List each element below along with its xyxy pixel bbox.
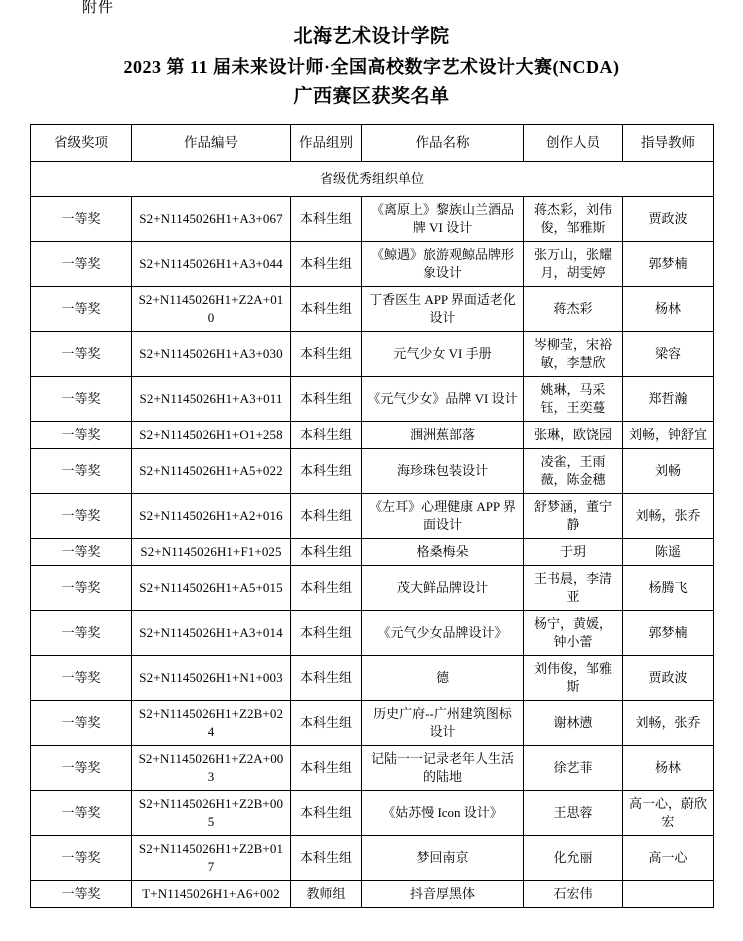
work-cell: 记陆一一记录老年人生活的陆地: [362, 746, 524, 791]
group-cell: 本科生组: [291, 197, 362, 242]
work-cell: 元气少女 VI 手册: [362, 332, 524, 377]
award-cell: 一等奖: [31, 197, 132, 242]
award-cell: 一等奖: [31, 494, 132, 539]
award-cell: 一等奖: [31, 332, 132, 377]
creators-cell: 徐艺菲: [524, 746, 623, 791]
group-cell: 本科生组: [291, 701, 362, 746]
table-row: [31, 332, 714, 377]
page-title-line-1: 北海艺术设计学院: [293, 26, 450, 47]
advisors-cell: 刘畅，张乔: [623, 494, 714, 539]
group-cell: 本科生组: [291, 287, 362, 332]
table-row: [31, 494, 714, 539]
award-cell: 一等奖: [31, 287, 132, 332]
award-list-table: [30, 124, 714, 908]
code-cell: S2+N1145026H1+A3+011: [132, 377, 291, 422]
work-cell: 格桑梅朵: [362, 539, 524, 566]
work-cell: 《左耳》心理健康 APP 界面设计: [362, 494, 524, 539]
creators-cell: 岑柳莹，宋裕敏，李慧欣: [524, 332, 623, 377]
table-row: [31, 611, 714, 656]
table-row: [31, 377, 714, 422]
award-cell: 一等奖: [31, 701, 132, 746]
column-header-advisors: 指导教师: [623, 125, 714, 162]
group-cell: 本科生组: [291, 836, 362, 881]
table-row: [31, 836, 714, 881]
code-cell: S2+N1145026H1+A5+022: [132, 449, 291, 494]
work-cell: 海珍珠包装设计: [362, 449, 524, 494]
work-cell: 历史广府--广州建筑图标设计: [362, 701, 524, 746]
advisors-cell: 郭梦楠: [623, 242, 714, 287]
group-cell: 本科生组: [291, 539, 362, 566]
table-body: [31, 162, 714, 908]
creators-cell: 张万山，张耀月，胡雯婷: [524, 242, 623, 287]
group-cell: 本科生组: [291, 449, 362, 494]
group-cell: 本科生组: [291, 746, 362, 791]
award-cell: 一等奖: [31, 422, 132, 449]
code-cell: S2+N1145026H1+Z2A+003: [132, 746, 291, 791]
creators-cell: 化允丽: [524, 836, 623, 881]
creators-cell: 蒋杰彩，刘伟俊，邹雅斯: [524, 197, 623, 242]
work-cell: 丁香医生 APP 界面适老化设计: [362, 287, 524, 332]
creators-cell: 王思蓉: [524, 791, 623, 836]
work-cell: 茂大鲜品牌设计: [362, 566, 524, 611]
work-cell: 梦回南京: [362, 836, 524, 881]
code-cell: S2+N1145026H1+A3+067: [132, 197, 291, 242]
group-cell: 本科生组: [291, 656, 362, 701]
column-header-award: 省级奖项: [31, 125, 132, 162]
advisors-cell: 郭梦楠: [623, 611, 714, 656]
page-title-line-2: 2023 第 11 届未来设计师·全国高校数字艺术设计大赛(NCDA): [123, 57, 620, 77]
table-row: [31, 287, 714, 332]
code-cell: S2+N1145026H1+Z2A+010: [132, 287, 291, 332]
table-row: [31, 449, 714, 494]
creators-cell: 杨宁，黄媛，钟小蕾: [524, 611, 623, 656]
work-cell: 《姑苏慢 Icon 设计》: [362, 791, 524, 836]
group-cell: 本科生组: [291, 791, 362, 836]
advisors-cell: 陈遥: [623, 539, 714, 566]
award-cell: 一等奖: [31, 377, 132, 422]
advisors-cell: 刘畅: [623, 449, 714, 494]
group-cell: 教师组: [291, 881, 362, 908]
group-cell: 本科生组: [291, 566, 362, 611]
award-cell: 一等奖: [31, 611, 132, 656]
work-cell: 德: [362, 656, 524, 701]
column-header-code: 作品编号: [132, 125, 291, 162]
code-cell: S2+N1145026H1+A3+030: [132, 332, 291, 377]
work-cell: 《元气少女》品牌 VI 设计: [362, 377, 524, 422]
table-row: [31, 701, 714, 746]
advisors-cell: 杨林: [623, 287, 714, 332]
advisors-cell: 贾政波: [623, 656, 714, 701]
table-header-row: [31, 125, 714, 162]
creators-cell: 王书晨，李清亚: [524, 566, 623, 611]
organization-label: 省级优秀组织单位: [31, 162, 714, 197]
work-cell: 抖音厚黑体: [362, 881, 524, 908]
advisors-cell: 刘畅，张乔: [623, 701, 714, 746]
creators-cell: 舒梦涵，董宁静: [524, 494, 623, 539]
work-cell: 涠洲蕉部落: [362, 422, 524, 449]
table-row: [31, 539, 714, 566]
table-header: [31, 125, 714, 162]
table-row: [31, 746, 714, 791]
table-row: [31, 656, 714, 701]
code-cell: S2+N1145026H1+Z2B+024: [132, 701, 291, 746]
table-row: [31, 422, 714, 449]
award-cell: 一等奖: [31, 836, 132, 881]
creators-cell: 姚琳，马采钰，王奕蔓: [524, 377, 623, 422]
table-row: [31, 791, 714, 836]
advisors-cell: 高一心，蔚欣宏: [623, 791, 714, 836]
creators-cell: 刘伟俊，邹雅斯: [524, 656, 623, 701]
code-cell: T+N1145026H1+A6+002: [132, 881, 291, 908]
column-header-creators: 创作人员: [524, 125, 623, 162]
advisors-cell: 贾政波: [623, 197, 714, 242]
code-cell: S2+N1145026H1+N1+003: [132, 656, 291, 701]
award-cell: 一等奖: [31, 881, 132, 908]
code-cell: S2+N1145026H1+A3+014: [132, 611, 291, 656]
group-cell: 本科生组: [291, 377, 362, 422]
award-cell: 一等奖: [31, 656, 132, 701]
code-cell: S2+N1145026H1+O1+258: [132, 422, 291, 449]
group-cell: 本科生组: [291, 242, 362, 287]
code-cell: S2+N1145026H1+F1+025: [132, 539, 291, 566]
award-cell: 一等奖: [31, 539, 132, 566]
code-cell: S2+N1145026H1+Z2B+005: [132, 791, 291, 836]
creators-cell: 张琳，欧饶园: [524, 422, 623, 449]
group-cell: 本科生组: [291, 422, 362, 449]
advisors-cell: 梁容: [623, 332, 714, 377]
award-cell: 一等奖: [31, 746, 132, 791]
creators-cell: 石宏伟: [524, 881, 623, 908]
award-cell: 一等奖: [31, 242, 132, 287]
table-row: [31, 242, 714, 287]
page-title-line-3: 广西赛区获奖名单: [293, 86, 450, 107]
award-cell: 一等奖: [31, 791, 132, 836]
group-cell: 本科生组: [291, 332, 362, 377]
code-cell: S2+N1145026H1+Z2B+017: [132, 836, 291, 881]
document-titles: [30, 0, 713, 112]
group-cell: 本科生组: [291, 494, 362, 539]
advisors-cell: 郑哲瀚: [623, 377, 714, 422]
table-row: [31, 197, 714, 242]
work-cell: 《离原上》黎族山兰酒品牌 VI 设计: [362, 197, 524, 242]
award-cell: 一等奖: [31, 566, 132, 611]
advisors-cell: 杨林: [623, 746, 714, 791]
code-cell: S2+N1145026H1+A3+044: [132, 242, 291, 287]
advisors-cell: 刘畅，钟舒宜: [623, 422, 714, 449]
advisors-cell: [623, 881, 714, 908]
code-cell: S2+N1145026H1+A2+016: [132, 494, 291, 539]
work-cell: 《元气少女品牌设计》: [362, 611, 524, 656]
table-row: [31, 881, 714, 908]
creators-cell: 于玥: [524, 539, 623, 566]
column-header-work: 作品名称: [362, 125, 524, 162]
advisors-cell: 杨腾飞: [623, 566, 714, 611]
creators-cell: 蒋杰彩: [524, 287, 623, 332]
table-row: [31, 566, 714, 611]
creators-cell: 凌雀，王雨薇，陈金穗: [524, 449, 623, 494]
advisors-cell: 高一心: [623, 836, 714, 881]
work-cell: 《鲸遇》旅游观鲸品牌形象设计: [362, 242, 524, 287]
table-row-organization: [31, 162, 714, 197]
group-cell: 本科生组: [291, 611, 362, 656]
code-cell: S2+N1145026H1+A5+015: [132, 566, 291, 611]
award-cell: 一等奖: [31, 449, 132, 494]
creators-cell: 谢林懑: [524, 701, 623, 746]
attachment-label: 附件: [82, 0, 115, 16]
column-header-group: 作品组别: [291, 125, 362, 162]
